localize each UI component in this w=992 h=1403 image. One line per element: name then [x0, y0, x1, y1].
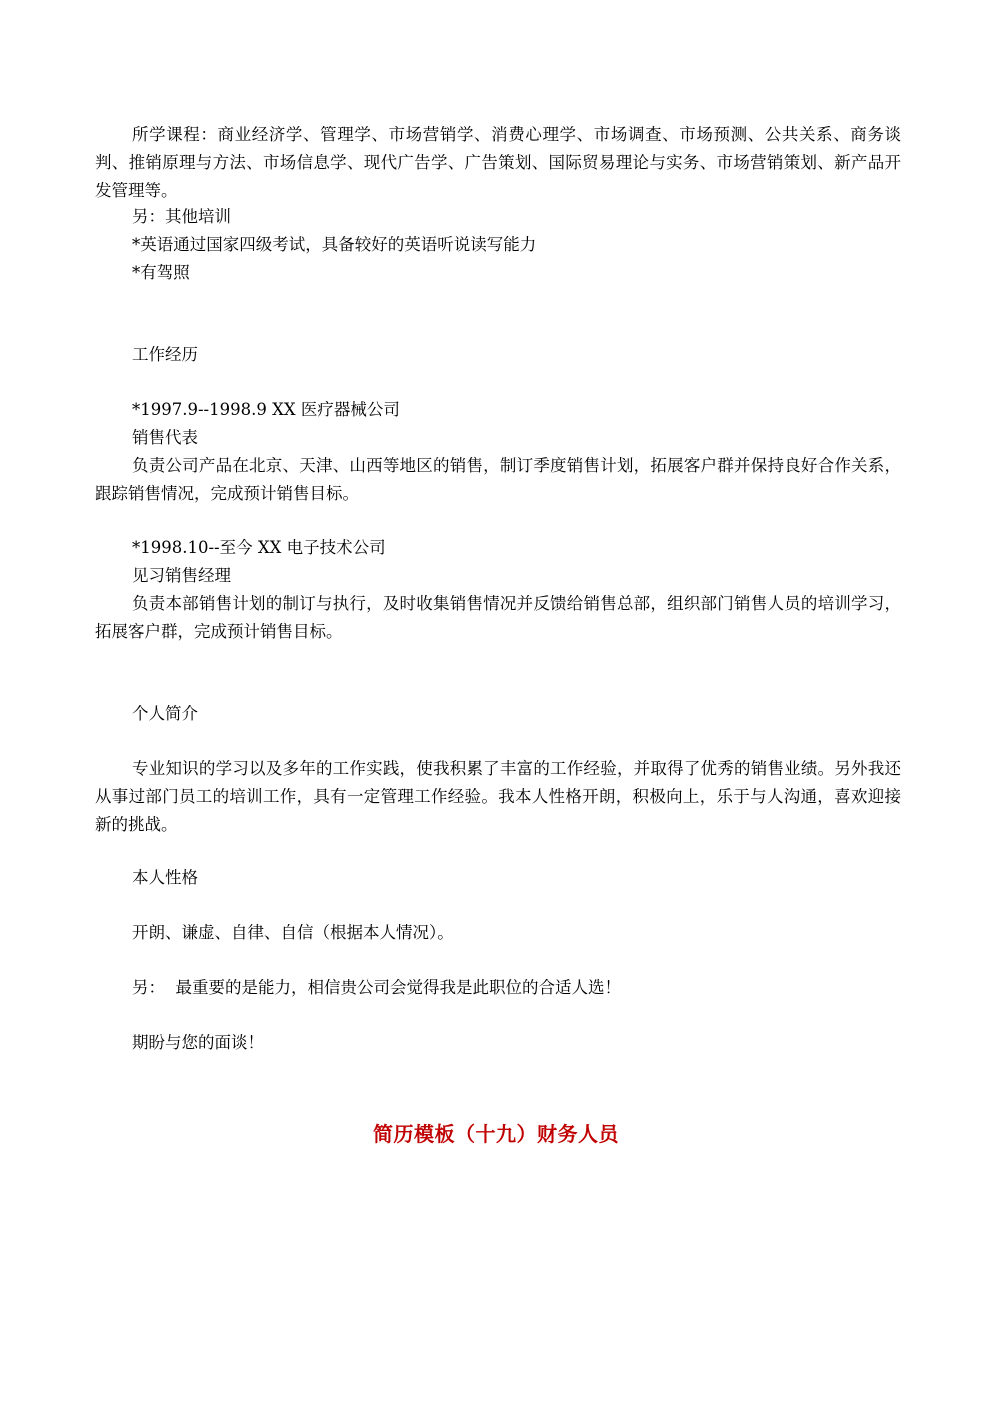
- job-2-description: 负责本部销售计划的制订与执行，及时收集销售情况并反馈给销售总部，组织部门销售人员的培训学习，拓展客户群，完成预计销售目标。: [95, 594, 901, 641]
- job-1-period-company: *1997.9--1998.9 XX 医疗器械公司: [132, 400, 400, 419]
- personality-heading: 本人性格: [132, 868, 198, 887]
- next-section-title: 简历模板（十九）财务人员: [373, 1122, 619, 1146]
- job-2-position: 见习销售经理: [132, 566, 231, 585]
- other-training-heading: 另：其他培训: [132, 207, 231, 226]
- personality-text: 开朗、谦虚、自律、自信（根据本人情况）。: [132, 923, 454, 942]
- training-item-english: *英语通过国家四级考试，具备较好的英语听说读写能力: [132, 235, 537, 254]
- work-experience-heading: 工作经历: [132, 345, 198, 364]
- job-1-position: 销售代表: [132, 428, 198, 447]
- courses-paragraph: 所学课程：商业经济学、管理学、市场营销学、消费心理学、市场调查、市场预测、公共关系、商务谈判、推销原理与方法、市场信息学、现代广告学、广告策划、国际贸易理论与实务、市场营销策划、新产品开发管理等。: [95, 125, 901, 200]
- job-2-period-company: *1998.10--至今 XX 电子技术公司: [132, 538, 386, 557]
- profile-heading: 个人简介: [132, 704, 198, 723]
- job-1-description: 负责公司产品在北京、天津、山西等地区的销售，制订季度销售计划，拓展客户群并保持良好合作关系，跟踪销售情况，完成预计销售目标。: [95, 456, 901, 503]
- training-item-license: *有驾照: [132, 263, 190, 282]
- closing-wish: 期盼与您的面谈！: [132, 1033, 264, 1052]
- profile-paragraph: 专业知识的学习以及多年的工作实践，使我积累了丰富的工作经验，并取得了优秀的销售业绩。另外我还从事过部门员工的培训工作，具有一定管理工作经验。我本人性格开朗，积极向上，乐于与人沟通，喜欢迎接新的挑战。: [95, 759, 901, 834]
- closing-note: 另： 最重要的是能力，相信贵公司会觉得我是此职位的合适人选！: [132, 978, 621, 997]
